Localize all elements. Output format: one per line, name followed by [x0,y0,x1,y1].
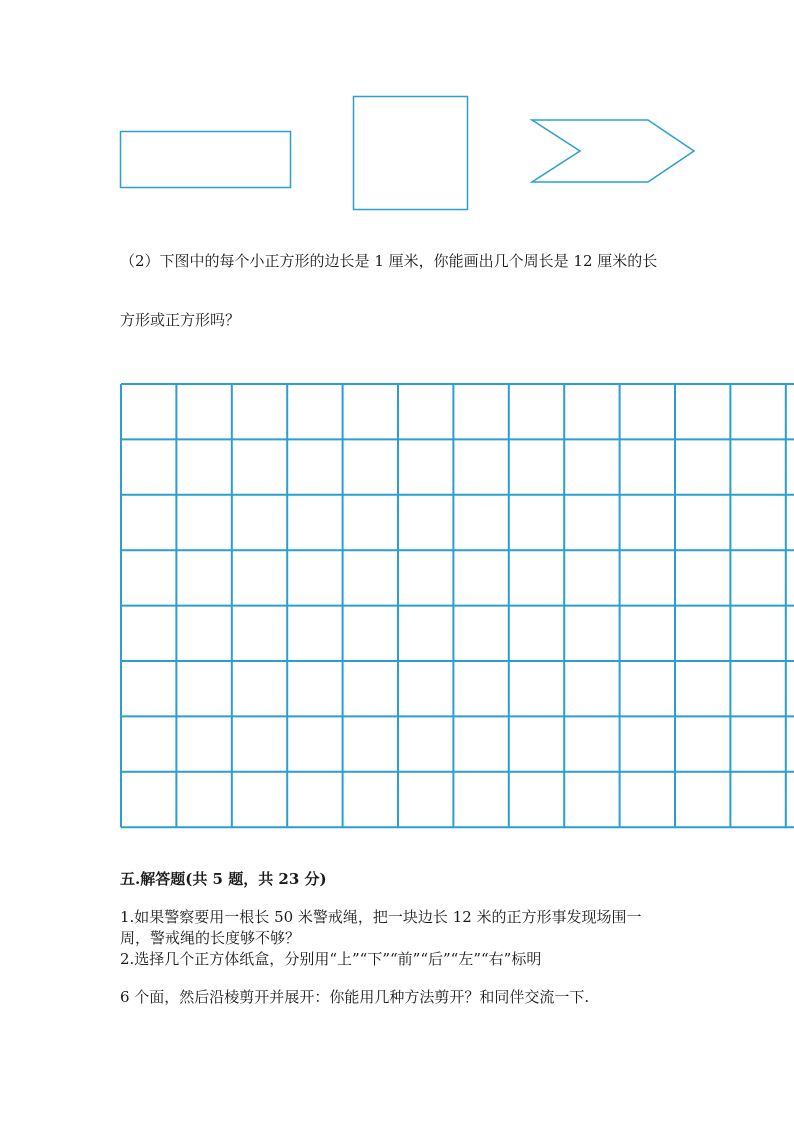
figure-shapes [0,0,794,230]
square-shape [354,97,468,210]
problem-2-line-2: 6 个面，然后沿棱剪开并展开：你能用几种方法剪开？和同伴交流一下. [120,988,590,1006]
arrow-shape [532,120,694,182]
square-grid [0,380,794,832]
problem-2-line-1: 2.选择几个正方体纸盒，分别用“上”“下”“前”“后”“左”“右”标明 [120,950,542,968]
rectangle-shape [121,132,291,188]
section-5-heading: 五.解答题(共 5 题，共 23 分) [120,870,327,888]
problem-1-line-1: 1.如果警察要用一根长 50 米警戒绳，把一块边长 12 米的正方形事发现场围一 [120,908,642,926]
problem-1-line-2: 周，警戒绳的长度够不够？ [120,929,301,947]
question-2-line-1: （2）下图中的每个小正方形的边长是 1 厘米，你能画出几个周长是 12 厘米的长 [120,252,658,270]
question-2-line-2: 方形或正方形吗？ [120,311,241,329]
